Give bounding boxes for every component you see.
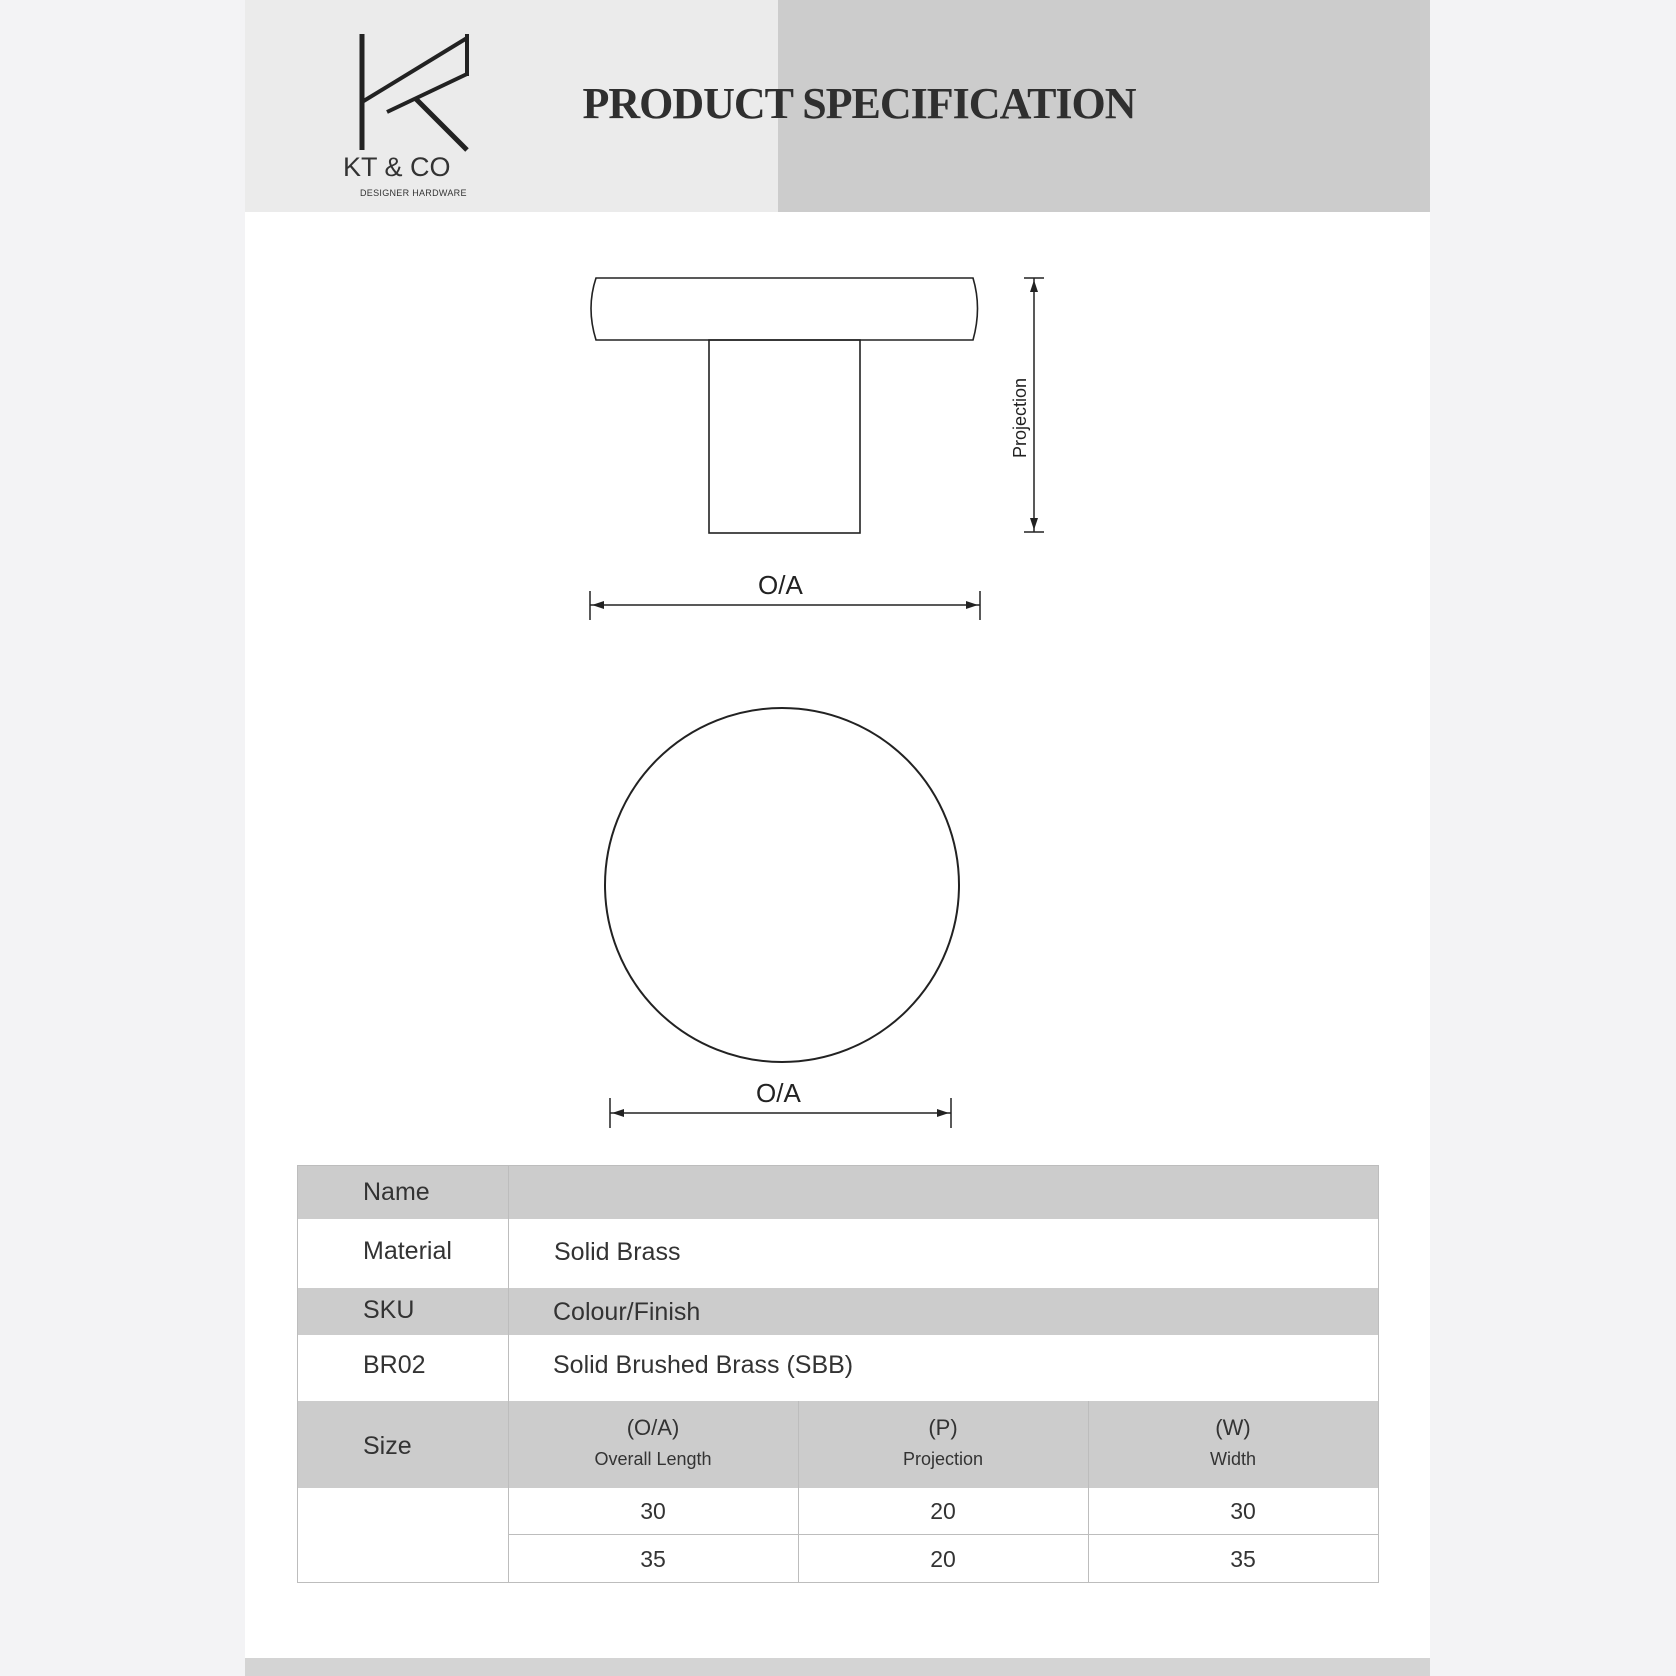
size-col-divider-1 (798, 1401, 799, 1582)
table-column-divider (508, 1166, 509, 1582)
size-row-1-projection: 20 (930, 1498, 956, 1524)
size-col-width: (W) Width (1209, 1415, 1256, 1469)
front-oa-label: O/A (756, 1078, 801, 1108)
size-row-1-overall-length: 30 (640, 1498, 666, 1524)
footer-bar (245, 1658, 1430, 1676)
projection-label: Projection (1010, 377, 1030, 458)
spec-row-material (298, 1219, 1378, 1288)
spec-row-sku-value (298, 1335, 1378, 1401)
size-col-overall-length: (O/A) Overall Length (594, 1415, 712, 1469)
sku-value: BR02 (363, 1351, 426, 1379)
brand-name: KT & CO (343, 152, 451, 182)
size-row-2-overall-length: 35 (640, 1546, 666, 1572)
brand-tagline: DESIGNER HARDWARE (360, 188, 467, 198)
knob-stem-outline (709, 340, 860, 533)
size-row-2-projection: 20 (930, 1546, 956, 1572)
knob-front-outline (605, 708, 959, 1062)
size-label: Size (363, 1432, 412, 1460)
spec-row-sku-header (298, 1288, 1378, 1335)
spec-row-size-header (298, 1401, 1378, 1488)
spec-row-name (298, 1166, 1378, 1219)
material-value: Solid Brass (554, 1238, 681, 1266)
side-oa-label: O/A (758, 570, 803, 600)
size-col-divider-2 (1088, 1401, 1089, 1582)
size-row-1-width: 30 (1230, 1498, 1256, 1524)
page-title: PRODUCT SPECIFICATION (582, 79, 1136, 128)
finish-label: Colour/Finish (553, 1298, 701, 1326)
size-row-2-width: 35 (1230, 1546, 1256, 1572)
knob-head-outline (591, 278, 978, 340)
size-row-divider (508, 1534, 1378, 1535)
material-label: Material (363, 1237, 452, 1265)
name-label: Name (363, 1178, 430, 1206)
size-col-projection: (P) Projection (902, 1415, 984, 1469)
sku-label: SKU (363, 1296, 415, 1324)
finish-value: Solid Brushed Brass (SBB) (553, 1351, 854, 1379)
spec-table (297, 1165, 1379, 1583)
